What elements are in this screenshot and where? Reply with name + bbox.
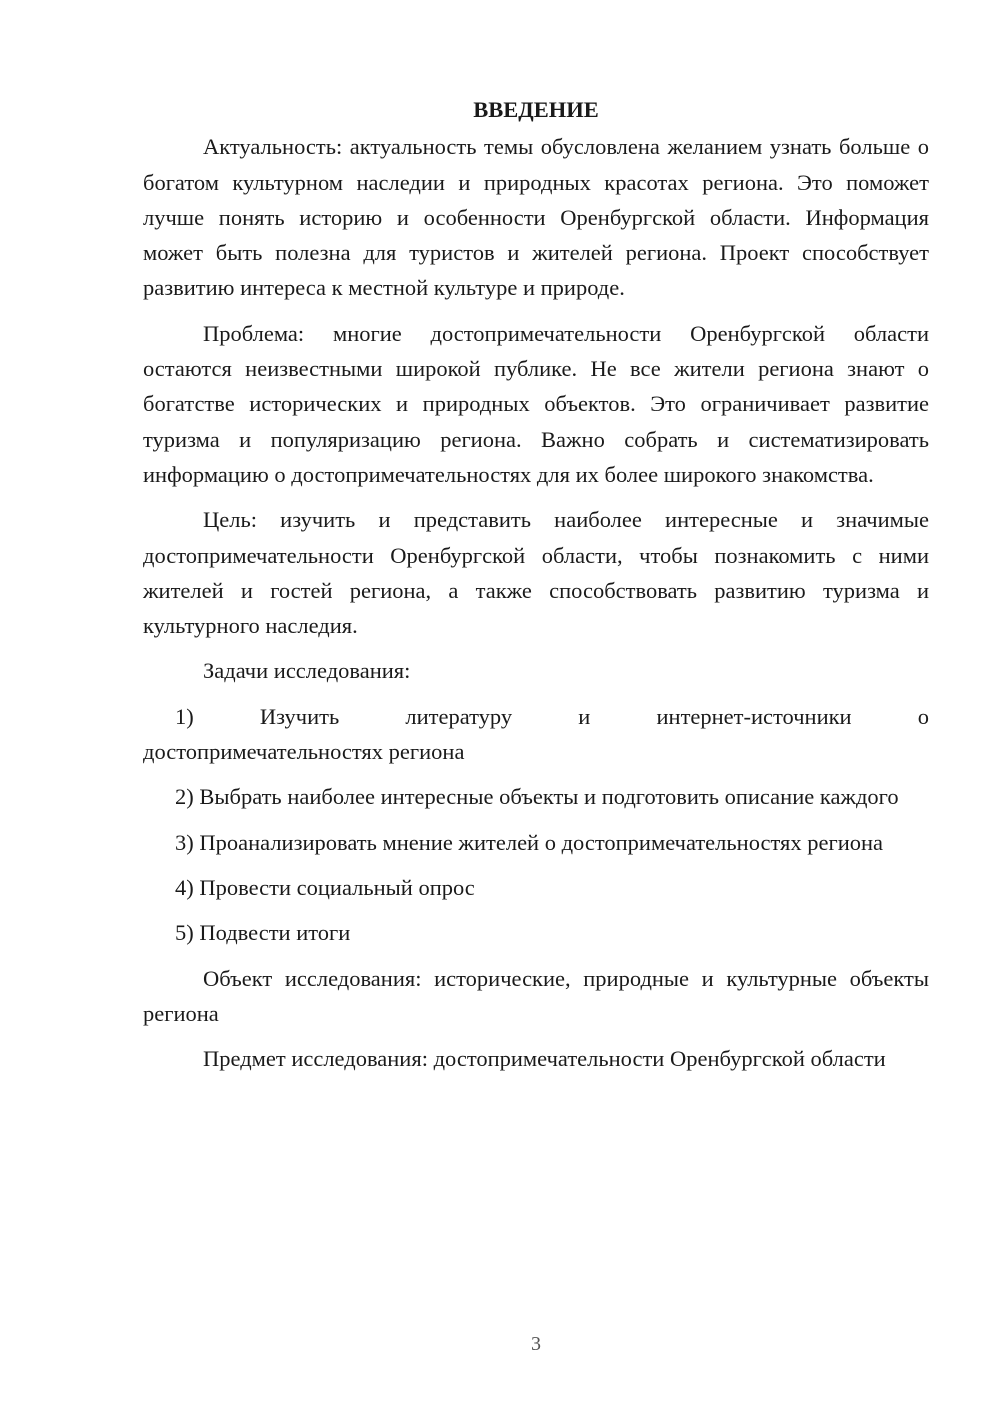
task-item-3: 3) Проанализировать мнение жителей о достопримечательностях региона xyxy=(175,829,884,855)
task-item-1-line2: достопримечательностях региона xyxy=(143,739,465,765)
subject-paragraph: Предмет исследования: достопримечательности Оренбургской области xyxy=(203,1046,886,1072)
relevance-paragraph: Актуальность: актуальность темы обусловлена желанием узнать больше о богатом культурном наследии и природных красотах региона. Это поможет лучше понять историю и особенности Оренбургской области. Информация может быть полезна для туристов и жителей региона. Проект способствует развитию интереса к местной культуре и природе. xyxy=(143,134,929,301)
task-item-2: 2) Выбрать наиболее интересные объекты и подготовить описание каждого xyxy=(175,784,899,810)
tasks-heading: Задачи исследования: xyxy=(203,658,411,684)
object-paragraph: Объект исследования: исторические, природные и культурные объекты региона xyxy=(143,965,929,1026)
page-number: 3 xyxy=(531,1333,541,1355)
page-title: ВВЕДЕНИЕ xyxy=(473,97,599,122)
problem-paragraph: Проблема: многие достопримечательности Оренбургской области остаются неизвестными широкой публике. Не все жители региона знают о богатстве исторических и природных объектов. Это ограничивает развитие туризма и популяризацию региона. Важно собрать и систематизировать информацию о достопримечательностях для их более широкого знакомства. xyxy=(143,320,929,487)
goal-paragraph: Цель: изучить и представить наиболее интересные и значимые достопримечательности Оренбургской области, чтобы познакомить с ними жителей и гостей региона, а также способствовать развитию туризма и культурного наследия. xyxy=(143,507,929,639)
task-item-1-line1: 1) Изучить литературу и интернет-источники о xyxy=(175,703,929,729)
task-item-1 xyxy=(143,699,929,770)
task-item-4: 4) Провести социальный опрос xyxy=(175,874,475,900)
page-content xyxy=(143,92,929,1086)
task-item-5: 5) Подвести итоги xyxy=(175,920,351,946)
